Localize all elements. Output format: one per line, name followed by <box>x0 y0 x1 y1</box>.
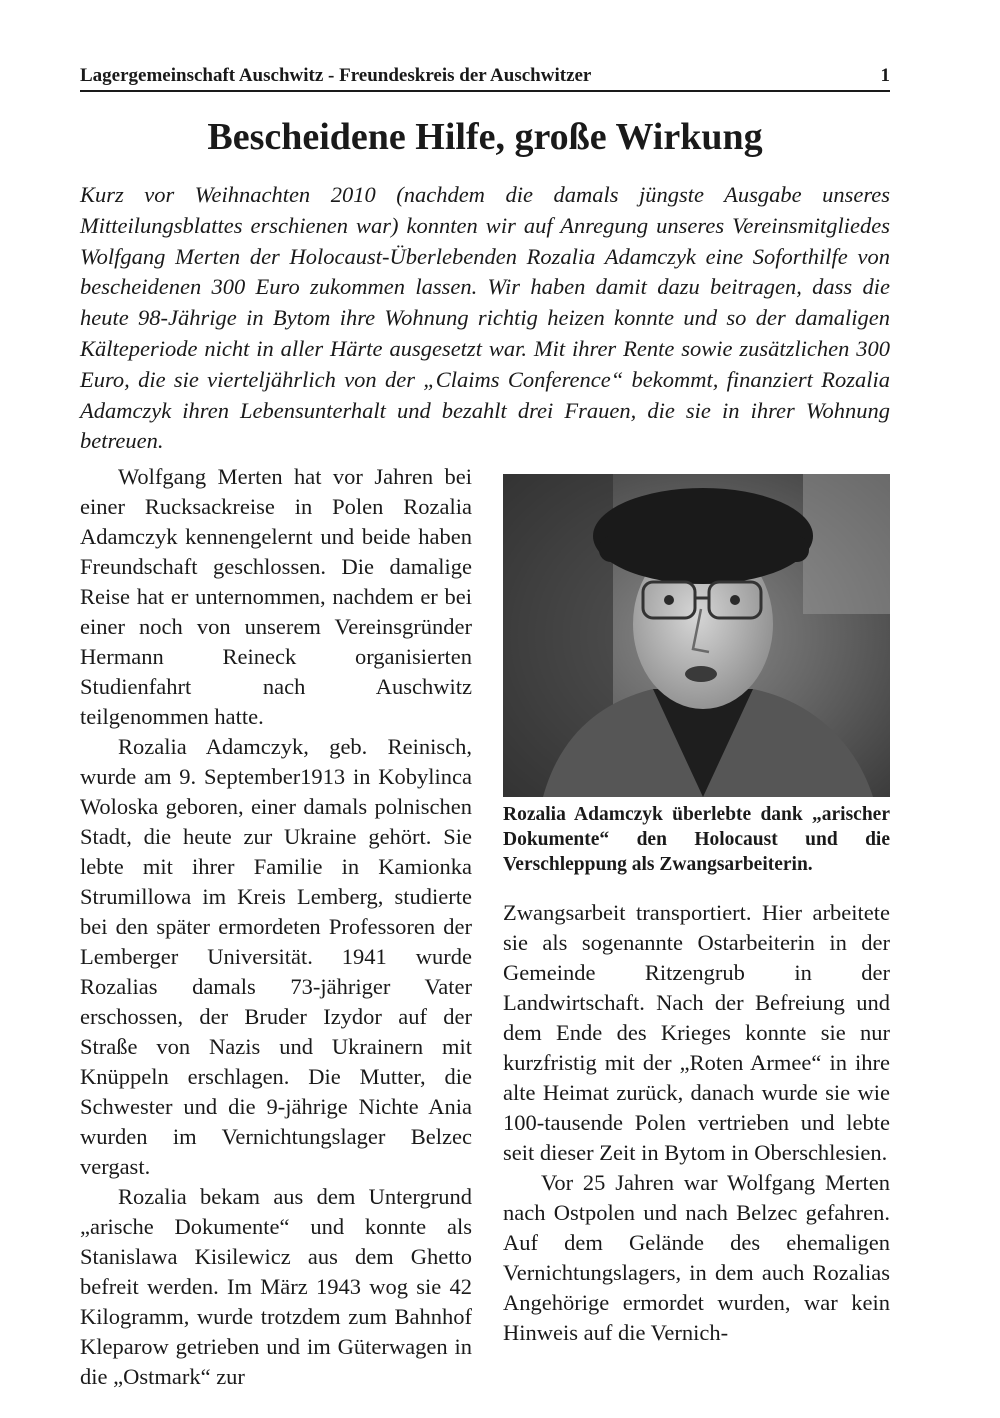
paragraph: Zwangsarbeit transportiert. Hier arbeitete sie als sogenannte Ostarbeiterin in der Gemeinde Ritzengrub in der Landwirtschaft. Nach der Befreiung und dem Ende des Krieges konnte sie nur kurzfristig mit der „Roten Armee“ in ihre alte Heimat zurück, danach wurde sie wie 100-tausende Polen vertrieben und lebte seit dieser Zeit in Bytom in Oberschlesien. <box>503 900 890 1165</box>
paragraph: Rozalia bekam aus dem Untergrund „arische Dokumente“ und konnte als Stanislawa Kisilewicz aus dem Ghetto befreit werden. Im März 1943 wog sie 42 Kilogramm, wurde trotzdem zum Bahnhof Kleparow getrieben und im Güterwagen in die „Ostmark“ zur <box>80 1184 472 1389</box>
right-column <box>503 898 890 1348</box>
page-number: 1 <box>880 65 890 86</box>
paragraph: Wolfgang Merten hat vor Jahren bei einer Rucksackreise in Polen Rozalia Adamczyk kennengelernt und beide haben Freundschaft geschlossen. Die damalige Reise hat er unternommen, nachdem er bei einer noch von unserem Vereinsgründer Hermann Reineck organisierten Studienfahrt nach Auschwitz teilgenommen hatte. <box>80 464 472 729</box>
left-column <box>80 462 472 1392</box>
portrait-photo <box>503 474 890 797</box>
header-title: Lagergemeinschaft Auschwitz - Freundeskreis der Auschwitzer <box>80 65 592 86</box>
paragraph: Vor 25 Jahren war Wolfgang Merten nach Ostpolen und nach Belzec gefahren. Auf dem Gelände des ehemaligen Vernichtungslagers, in dem auch Rozalias Angehörige ermordet wurden, war kein Hinweis auf die Vernich- <box>503 1170 890 1345</box>
running-header <box>80 62 890 92</box>
article-intro: Kurz vor Weihnachten 2010 (nachdem die damals jüngste Ausgabe unseres Mitteilungsblattes erschienen war) konnten wir auf Anregung unseres Vereinsmitgliedes Wolfgang Merten der Holocaust-Überlebenden Rozalia Adamczyk eine Soforthilfe von bescheidenen 300 Euro zukommen lassen. Wir haben damit dazu beitragen, dass die heute 98-Jährige in Bytom ihre Wohnung richtig heizen konnte und so der damaligen Kälteperiode nicht in aller Härte ausgesetzt war. Mit ihrer Rente sowie zusätzlichen 300 Euro, die sie vierteljährlich von der „Claims Conference“ bekommt, finanziert Rozalia Adamczyk ihren Lebensunterhalt und bezahlt drei Frauen, die sie in ihrer Wohnung betreuen. <box>80 182 890 454</box>
article-title: Bescheidene Hilfe, große Wirkung <box>207 116 763 158</box>
photo-caption: Rozalia Adamczyk überlebte dank „arischer Dokumente“ den Holocaust und die Verschleppung als Zwangsarbeiterin. <box>503 804 890 875</box>
portrait-illustration <box>503 474 890 797</box>
paragraph: Rozalia Adamczyk, geb. Reinisch, wurde am 9. September1913 in Kobylinca Woloska geboren, einer damals polnischen Stadt, die heute zur Ukraine gehört. Sie lebte mit ihrer Familie in Kamionka Strumillowa im Kreis Lemberg, studierte bei den später ermordeten Professoren der Lemberger Universität. 1941 wurde Rozalias damals 73-jähriger Vater erschossen, der Bruder Izydor auf der Straße von Nazis und Ukrainern mit Knüppeln erschlagen. Die Mutter, die Schwester und die 9-jährige Nichte Ania wurden im Vernichtungslager Belzec vergast. <box>80 734 472 1179</box>
